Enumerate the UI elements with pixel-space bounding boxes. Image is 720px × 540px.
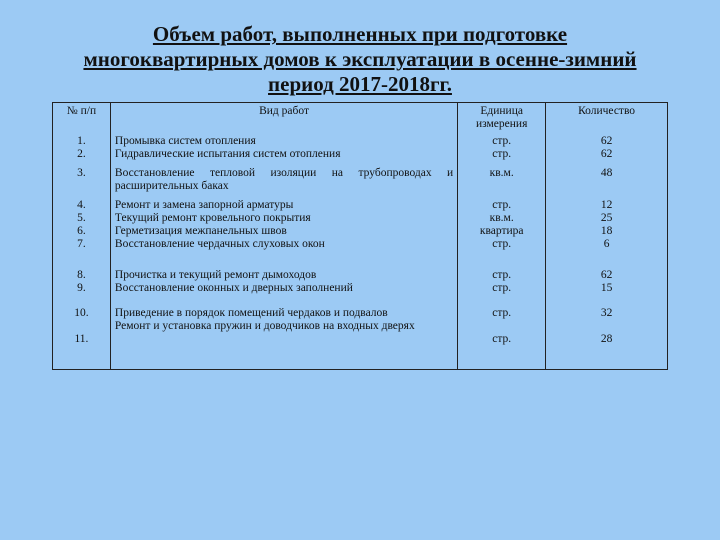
table-row-group [53,269,668,307]
header-unit: Единица измерения [458,103,546,136]
title-line-3: период 2017-2018гг. [268,72,452,96]
table-header-row [53,103,668,136]
row-num: 3. [77,167,86,179]
row-qty: 48 [600,167,613,179]
row-qty: 62 [600,148,613,160]
header-qty: Количество [546,103,668,136]
header-work: Вид работ [110,103,457,136]
row-unit: стр. [492,148,512,160]
row-num: 11. [74,333,89,345]
row-unit: стр. [492,135,512,147]
page-title [20,22,700,97]
row-num: 6. [77,225,86,237]
table-row-group [53,199,668,269]
row-qty: 62 [600,269,613,281]
works-table [52,102,668,370]
row-unit: кв.м. [489,212,514,224]
table-row-group [53,307,668,370]
table-row-group [53,167,668,199]
row-work: Приведение в порядок помещений чердаков и подвалов [114,307,388,319]
title-line-1: Объем работ, выполненных при подготовке [152,22,568,46]
row-work: Ремонт и замена запорной арматуры [114,199,294,211]
row-num: 10. [74,307,89,319]
row-unit: квартира [479,225,524,237]
row-unit: стр. [492,282,512,294]
row-qty: 6 [603,238,610,250]
row-unit: стр. [492,269,512,281]
row-work: Промывка систем отопления [114,135,256,147]
row-work: Герметизация межпанельных швов [114,225,287,237]
row-qty: 12 [600,199,613,211]
row-qty: 28 [600,333,613,345]
header-num: № п/п [53,103,111,136]
title-line-2: многоквартирных домов к эксплуатации в осенне-зимний [83,47,637,71]
row-unit: стр. [492,333,512,345]
row-work: Прочистка и текущий ремонт дымоходов [114,269,317,281]
row-num: 5. [77,212,86,224]
row-work: Восстановление тепловой изоляции на трубопроводах и расширительных баках [114,167,454,192]
row-num: 2. [77,148,86,160]
row-work: Гидравлические испытания систем отопления [114,148,341,160]
row-qty: 18 [600,225,613,237]
row-num: 1. [77,135,86,147]
row-qty: 32 [600,307,613,319]
row-work: Восстановление чердачных слуховых окон [114,238,325,250]
row-unit: стр. [492,199,512,211]
row-num: 8. [77,269,86,281]
row-unit: стр. [492,307,512,319]
row-unit: стр. [492,238,512,250]
row-qty: 25 [600,212,613,224]
row-num: 4. [77,199,86,211]
row-qty: 15 [600,282,613,294]
row-work: Восстановление оконных и дверных заполнений [114,282,353,294]
row-qty: 62 [600,135,613,147]
row-num: 9. [77,282,86,294]
table-row-group [53,135,668,167]
row-work: Ремонт и установка пружин и доводчиков на входных дверях [114,320,415,332]
row-unit: кв.м. [489,167,514,179]
row-num: 7. [77,238,86,250]
row-work: Текущий ремонт кровельного покрытия [114,212,311,224]
